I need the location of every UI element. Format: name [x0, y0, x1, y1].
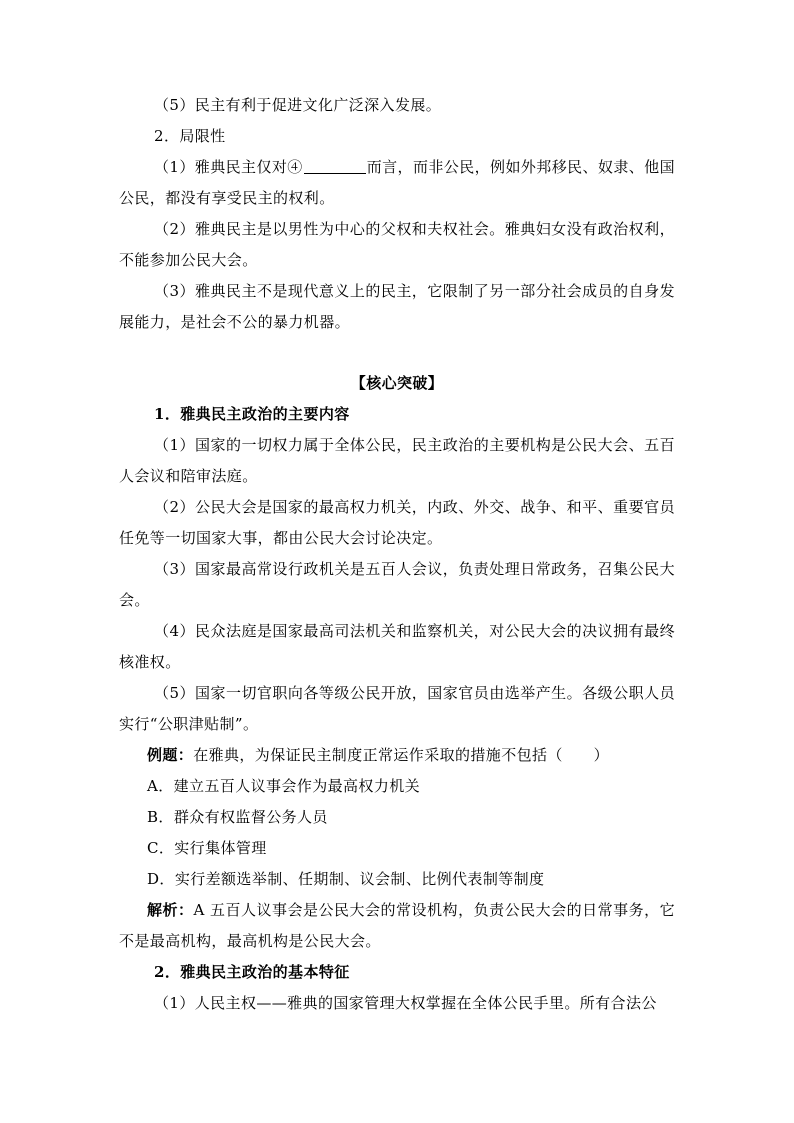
limitations-item-3: （3）雅典民主不是现代意义上的民主，它限制了另一部分社会成员的自身发展能力，是社会不公的暴力机器。 [119, 282, 675, 331]
example-option-c: C．实行集体管理 [147, 839, 267, 857]
section-1-heading: 1．雅典民主政治的主要内容 [154, 405, 350, 423]
section-2-item-1: （1）人民主权——雅典的国家管理大权掌握在全体公民手里。所有合法公 [154, 994, 657, 1012]
fill-in-blank [304, 157, 366, 174]
core-breakthrough-title: 【核心突破】 [350, 374, 444, 392]
section-gap [119, 338, 675, 368]
limitations-item-1-before: （1）雅典民主仅对④ [154, 158, 303, 176]
section-1-item-4: （4）民众法庭是国家最高司法机关和监察机关，对公民大会的决议拥有最终核准权。 [119, 622, 675, 671]
section-2-heading: 2．雅典民主政治的基本特征 [154, 963, 350, 981]
example-question [119, 740, 675, 771]
example-label: 例题： [147, 746, 194, 764]
example-option-b: B．群众有权监督公务人员 [147, 808, 328, 826]
analysis-label: 解析： [147, 901, 194, 919]
limitations-item-2: （2）雅典民主是以男性为中心的父权和夫权社会。雅典妇女没有政治权利，不能参加公民大会。 [119, 220, 675, 269]
section-1-item-5: （5）国家一切官职向各等级公民开放，国家官员由选举产生。各级公职人员实行“公职津贴制”。 [119, 684, 675, 733]
example-analysis [119, 895, 675, 957]
limitations-item-1-after: 而言，而非公民，例如外邦移民、奴隶、他国公民，都没有享受民主的权利。 [119, 158, 675, 207]
example-option-d: D．实行差额选举制、任期制、议会制、比例代表制等制度 [147, 870, 545, 888]
section-1-item-1: （1）国家的一切权力属于全体公民，民主政治的主要机构是公民大会、五百人会议和陪审法庭。 [119, 436, 675, 485]
document-content [119, 90, 675, 1019]
example-question-text: 在雅典，为保证民主制度正常运作采取的措施不包括（ ） [193, 746, 610, 764]
analysis-text: A 五百人议事会是公民大会的常设机构，负责公民大会的日常事务，它不是最高机构，最高机构是公民大会。 [119, 901, 676, 950]
democracy-benefit-item-5: （5）民主有利于促进文化广泛深入发展。 [154, 96, 442, 114]
limitations-item-1 [119, 152, 675, 214]
example-option-a: A．建立五百人议事会作为最高权力机关 [147, 777, 421, 795]
limitations-heading: 2．局限性 [154, 127, 226, 145]
section-1-item-2: （2）公民大会是国家的最高权力机关，内政、外交、战争、和平、重要官员任免等一切国家大事，都由公民大会讨论决定。 [119, 498, 675, 547]
section-1-item-3: （3）国家最高常设行政机关是五百人会议，负责处理日常政务，召集公民大会。 [119, 560, 675, 609]
